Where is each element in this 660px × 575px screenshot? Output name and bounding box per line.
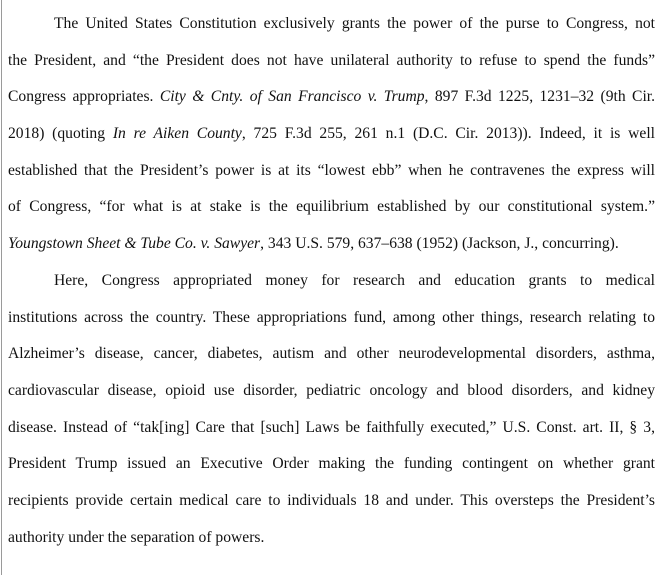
text-line: of Congress, “for what is at stake is the equilibrium established by our constitutional system.” [8, 198, 655, 216]
text-line: established that the President’s power is at its “lowest ebb” when he contravenes the express will [8, 161, 655, 179]
text-line: 2018) (quoting In re Aiken County, 725 F.3d 255, 261 n.1 (D.C. Cir. 2013)). Indeed, it is well [8, 125, 656, 143]
text-line: Congress appropriates. City & Cnty. of San Francisco v. Trump, 897 F.3d 1225, 1231–32 (9th Cir. [8, 88, 656, 106]
text-line: The United States Constitution exclusively grants the power of the purse to Congress, not [54, 15, 655, 32]
case-citation: Youngstown Sheet & Tube Co. v. Sawyer [8, 235, 261, 253]
text-line: President Trump issued an Executive Order making the funding contingent on whether grant [8, 455, 655, 473]
case-citation: In re Aiken County [112, 125, 242, 143]
page-left-margin-rule [1, 0, 2, 575]
text-line: institutions across the country. These appropriations fund, among other things, research relating to [8, 308, 655, 326]
text-line: Youngstown Sheet & Tube Co. v. Sawyer, 343 U.S. 579, 637–638 (1952) (Jackson, J., concurring). [8, 235, 619, 253]
text-line: disease. Instead of “tak[ing] Care that [such] Laws be faithfully executed,” U.S. Const. art. II, § 3, [8, 418, 655, 436]
text-line: recipients provide certain medical care to individuals 18 and under. This oversteps the President’s [8, 491, 655, 509]
text-line: Here, Congress appropriated money for research and education grants to medical [54, 271, 655, 289]
case-citation: City & Cnty. of San Francisco v. Trump [159, 88, 425, 106]
paragraph-constitution [8, 6, 655, 263]
text-line: the President, and “the President does not have unilateral authority to refuse to spend the funds” [8, 51, 655, 69]
text-line: Alzheimer’s disease, cancer, diabetes, autism and other neurodevelopmental disorders, asthma, [8, 345, 655, 363]
paragraph-appropriations [8, 263, 655, 557]
text-line: cardiovascular disease, opioid use disorder, pediatric oncology and blood disorders, and kidney [8, 381, 655, 399]
text-line: authority under the separation of powers. [8, 528, 265, 546]
document-page [8, 6, 655, 556]
